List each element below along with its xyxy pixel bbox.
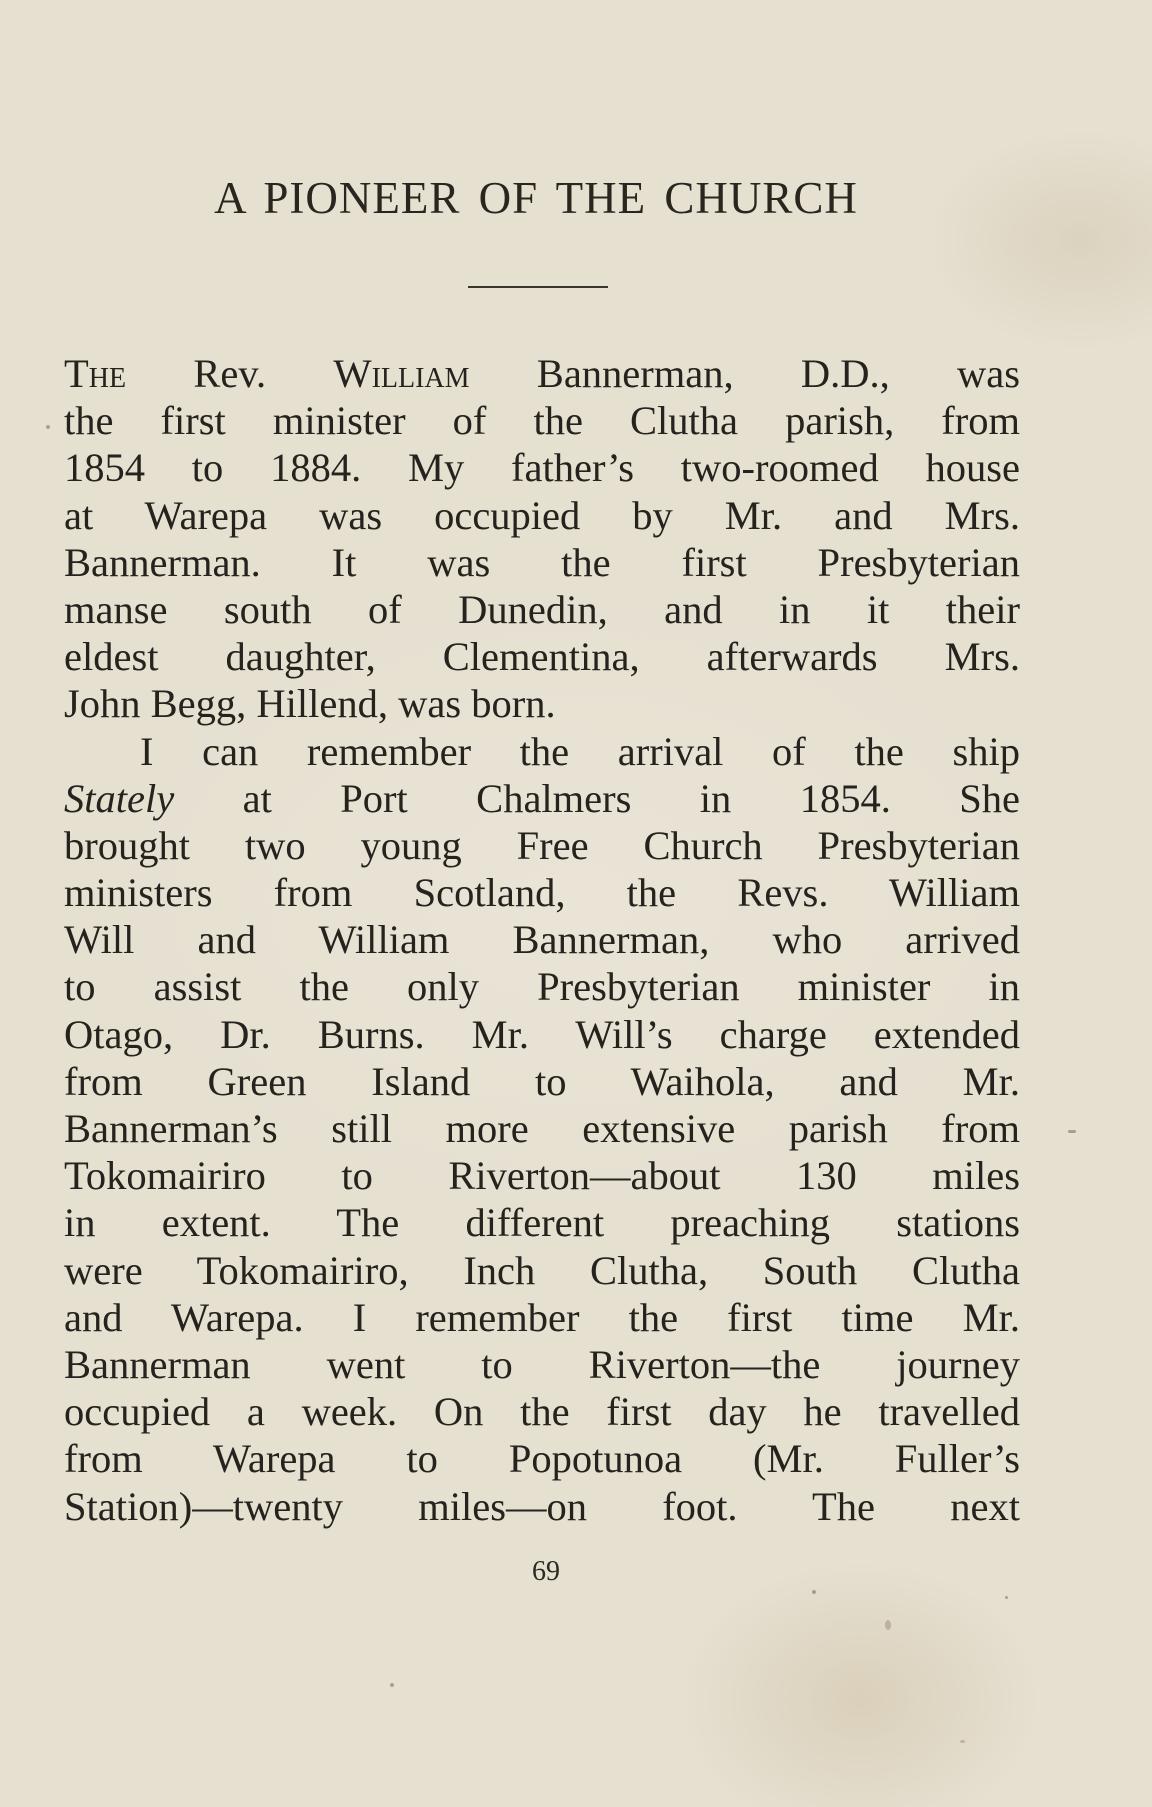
page-number: 69 <box>532 1556 560 1587</box>
text-line: brought two young Free Church Presbyterian <box>64 822 1020 868</box>
text-line: I can remember the arrival of the ship <box>140 728 1020 774</box>
text-line: occupied a week. On the first day he travelled <box>64 1389 1020 1435</box>
text-line <box>64 775 1020 822</box>
text-line: John Begg, Hillend, was born. <box>64 681 556 727</box>
text-line: ministers from Scotland, the Revs. William <box>64 870 1020 916</box>
text-line: and Warepa. I remember the first time Mr. <box>64 1294 1020 1340</box>
paper-speck <box>960 1740 965 1743</box>
text-line: Otago, Dr. Burns. Mr. Will’s charge extended <box>64 1011 1020 1057</box>
paper-speck <box>390 1683 394 1687</box>
text-fragment: Bannerman, D.D., was <box>469 351 1020 396</box>
paper-speck <box>46 425 50 429</box>
text-line: Tokomairiro to Riverton—about 130 miles <box>64 1153 1020 1199</box>
running-head: A PIONEER OF THE CHURCH <box>214 173 858 223</box>
text-fragment: Rev. <box>126 351 334 396</box>
text-line: Bannerman’s still more extensive parish from <box>64 1106 1020 1151</box>
text-line: from Warepa to Popotunoa (Mr. Fuller’s <box>64 1436 1020 1482</box>
small-caps-the: The <box>64 351 127 396</box>
text-line: to assist the only Presbyterian minister in <box>64 964 1020 1010</box>
paper-speck <box>885 1620 891 1630</box>
paper-speck <box>1068 1130 1076 1133</box>
body-text <box>64 350 1020 1530</box>
text-line: Bannerman went to Riverton—the journey <box>64 1341 1020 1387</box>
text-line <box>64 350 1020 397</box>
text-line: 1854 to 1884. My father’s two-roomed house <box>64 445 1020 491</box>
paper-speck <box>1005 1596 1008 1599</box>
paper-speck <box>812 1590 816 1594</box>
text-line: eldest daughter, Clementina, afterwards Mrs. <box>64 634 1020 680</box>
text-line: Station)—twenty miles—on foot. The next <box>64 1483 1020 1529</box>
small-caps-william: William <box>333 351 470 396</box>
text-fragment: at Port Chalmers in 1854. She <box>174 775 1020 821</box>
ship-name: Stately <box>64 775 175 821</box>
text-line: the first minister of the Clutha parish, from <box>64 398 1020 444</box>
text-line: were Tokomairiro, Inch Clutha, South Clutha <box>64 1247 1020 1293</box>
ornamental-rule <box>468 286 608 288</box>
text-line: manse south of Dunedin, and in it their <box>64 586 1020 632</box>
text-line: Will and William Bannerman, who arrived <box>64 917 1020 963</box>
text-line: at Warepa was occupied by Mr. and Mrs. <box>64 492 1020 538</box>
text-line: from Green Island to Waihola, and Mr. <box>64 1058 1020 1104</box>
text-line: Bannerman. It was the first Presbyterian <box>64 539 1020 585</box>
text-line: in extent. The different preaching stations <box>64 1200 1020 1246</box>
